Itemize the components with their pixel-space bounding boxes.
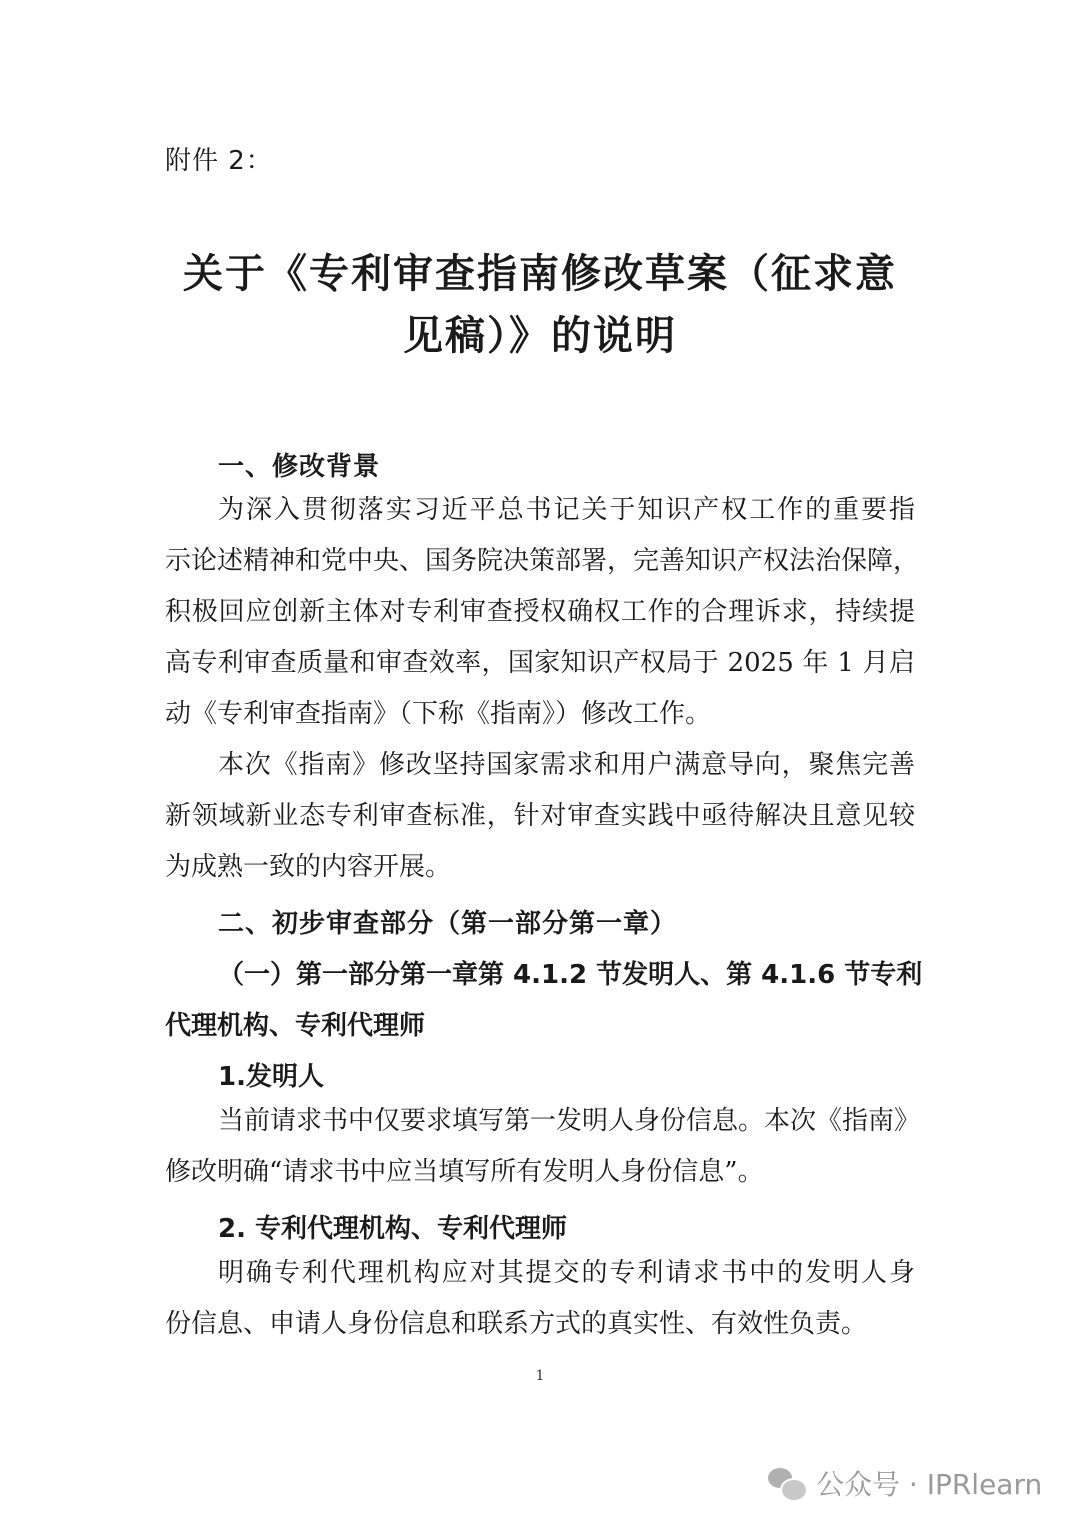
paragraph-line: 积极回应创新主体对专利审查授权确权工作的合理诉求，持续提 bbox=[165, 597, 915, 627]
item-1-title: 1.发明人 bbox=[218, 1062, 324, 1092]
watermark bbox=[768, 1458, 1042, 1508]
attachment-label: 附件 2： bbox=[165, 146, 273, 176]
section-2-heading: 二、初步审查部分（第一部分第一章） bbox=[218, 909, 678, 939]
document-title-line-2: 见稿）》的说明 bbox=[403, 313, 677, 359]
paragraph-line: 修改明确“请求书中应当填写所有发明人身份信息”。 bbox=[165, 1157, 764, 1187]
paragraph-line: 新领域新业态专利审查标准，针对审查实践中亟待解决且意见较 bbox=[165, 801, 915, 831]
paragraph-line: 示论述精神和党中央、国务院决策部署，完善知识产权法治保障， bbox=[165, 546, 920, 576]
document-title-line-1: 关于《专利审查指南修改草案（征求意 bbox=[183, 251, 897, 297]
paragraph-line: 当前请求书中仅要求填写第一发明人身份信息。本次《指南》 bbox=[218, 1106, 921, 1136]
watermark-text: 公众号 · IPRlearn bbox=[816, 1468, 1043, 1501]
paragraph-line: 为成熟一致的内容开展。 bbox=[165, 852, 452, 882]
paragraph-line: 明确专利代理机构应对其提交的专利请求书中的发明人身 bbox=[218, 1258, 915, 1288]
section-1-heading: 一、修改背景 bbox=[218, 452, 381, 482]
paragraph-line: 为深入贯彻落实习近平总书记关于知识产权工作的重要指 bbox=[218, 495, 915, 525]
wechat-icon bbox=[768, 1466, 806, 1500]
item-2-title: 2. 专利代理机构、专利代理师 bbox=[218, 1214, 568, 1244]
subsection-heading-line-2: 代理机构、专利代理师 bbox=[165, 1011, 426, 1041]
page-number: 1 bbox=[535, 1368, 545, 1384]
paragraph-line: 高专利审查质量和审查效率，国家知识产权局于 2025 年 1 月启 bbox=[165, 648, 915, 678]
paragraph-line: 份信息、申请人身份信息和联系方式的真实性、有效性负责。 bbox=[165, 1309, 868, 1339]
paragraph-line: 动《专利审查指南》（下称《指南》）修改工作。 bbox=[165, 699, 712, 729]
paragraph-line: 本次《指南》修改坚持国家需求和用户满意导向，聚焦完善 bbox=[218, 750, 915, 780]
subsection-heading-line-1: （一）第一部分第一章第 4.1.2 节发明人、第 4.1.6 节专利 bbox=[218, 960, 923, 990]
